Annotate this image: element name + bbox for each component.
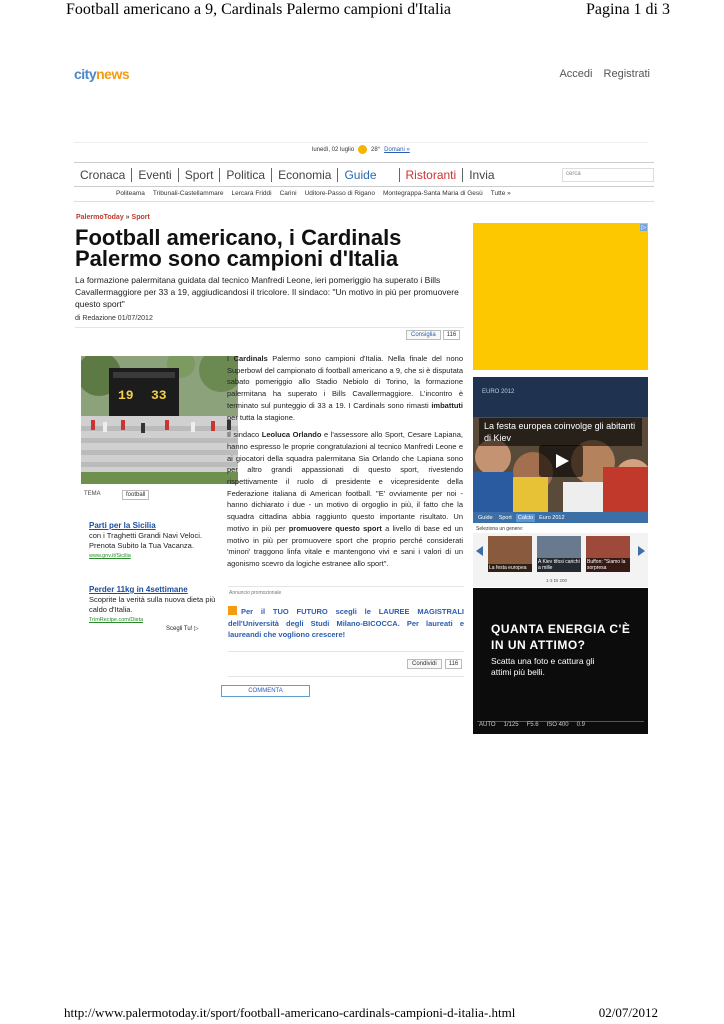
video-title: La festa europea coinvolge gli abitanti di Kiev [479, 418, 642, 446]
video-thumb[interactable]: A Kiev tifosi carichi a mille [537, 536, 581, 572]
subnav-item[interactable]: Tribunali-Castellammare [152, 190, 224, 197]
article-title: Football americano, i Cardinals Palermo sono campioni d'Italia [75, 225, 402, 271]
camera-setting: F5.6 [526, 722, 539, 728]
byline-divider [75, 327, 464, 328]
tab-guide[interactable]: Guide [478, 514, 493, 521]
main-nav [74, 166, 654, 184]
subnav-item[interactable]: Tutte » [490, 190, 511, 197]
sponsored-link[interactable] [228, 606, 464, 641]
breadcrumb [76, 214, 150, 221]
ad-subtext: Scatta una foto e cattura gli attimi più belli. [491, 656, 595, 677]
nav-top-line [74, 162, 654, 163]
prev-arrow-icon[interactable] [476, 546, 483, 556]
subnav-bottom-line [74, 201, 654, 202]
article-body [227, 353, 463, 576]
banner-ad-camera[interactable] [473, 588, 648, 734]
print-header-page: Pagina 1 di 3 [586, 1, 670, 18]
promo-title[interactable]: Parti per la Sicilia [89, 521, 156, 530]
breadcrumb-section[interactable]: Sport [131, 214, 150, 221]
logo-part2: news [96, 66, 130, 82]
genre-select-label: Seleziona un genere: [476, 526, 524, 532]
article-paragraph: I Cardinals Palermo sono campioni d'Italia. Nella finale del nono Superbowl del campionato di football americano a 9, che si è disputata sabato pomeriggio allo Stadio Nebiolo di Torino, la formazione palermitana ha superato i Bills Cavallermaggiore. L'incontro è terminato sul punteggio di 33 a 19. I Cardinals sono rimasti imbattuti per tutta la stagione. [227, 354, 463, 422]
subnav-item[interactable]: Carini [279, 190, 297, 197]
sun-icon [358, 145, 367, 154]
video-tabs [473, 512, 648, 523]
video-label: EURO 2012 [482, 389, 515, 395]
nav-item-eventi[interactable]: Eventi [132, 168, 178, 182]
register-link[interactable]: Registrati [603, 68, 650, 80]
promo-url[interactable]: TrimRecipe.com/Dieta [89, 617, 144, 623]
weather-bar [312, 145, 410, 154]
recommend-widget [406, 330, 460, 340]
camera-setting: 0.9 [576, 722, 585, 728]
scoreboard-home-score: 19 [118, 388, 134, 403]
tab-sport[interactable]: Sport [498, 514, 512, 521]
breadcrumb-site[interactable]: PalermoToday [76, 214, 124, 221]
choose-ads-link[interactable] [166, 625, 199, 632]
stadium-scoreboard-image [81, 356, 238, 484]
header-links [551, 68, 650, 80]
video-thumb[interactable]: La festa europea [488, 536, 532, 572]
logo-part1: city [74, 66, 97, 82]
nav-item-economia[interactable]: Economia [272, 168, 338, 182]
weather-date: lunedì, 02 luglio [312, 146, 355, 153]
ad-headline: QUANTA ENERGIA C'È IN UN ATTIMO? [491, 622, 631, 652]
nav-item-guide[interactable]: Guide [338, 168, 399, 182]
share-widget [407, 659, 462, 669]
nav-item-cronaca[interactable]: Cronaca [74, 168, 132, 182]
weather-tomorrow-link[interactable]: Domani » [384, 146, 410, 153]
subnav-item[interactable]: Montegrappa-Santa Maria di Gesù [383, 190, 483, 197]
camera-settings-bar [477, 721, 644, 730]
article-lead: La formazione palermitana guidata dal tecnico Manfredi Leone, ieri pomeriggio ha superato i Bills Cavallermaggiore per 33 a 19, aggiudicandosi il tricolore. Il sindaco: "Un motivo in più per promuovere questo sport" [75, 275, 459, 309]
choose-label: Scegli Tu! [166, 626, 193, 632]
share-divider [228, 651, 464, 652]
recommend-count: 116 [443, 330, 461, 340]
camera-setting: AUTO [479, 722, 496, 728]
adchoices-marker[interactable]: ▷ [641, 225, 646, 231]
promo-text: Scoprite la verità sulla nuova dieta più caldo d'Italia. [89, 595, 216, 614]
nav-item-ristoranti[interactable]: Ristoranti [400, 168, 464, 182]
weather-temp: 28° [371, 146, 381, 153]
print-header-title: Football americano a 9, Cardinals Palermo campioni d'Italia [66, 1, 451, 18]
subnav-item[interactable]: Lercara Friddi [231, 190, 272, 197]
search-input[interactable]: cerca [562, 168, 654, 182]
video-pagination: 1-3 DI 200 [546, 578, 568, 583]
promo-url[interactable]: www.gnv.it/Sicilia [89, 553, 131, 559]
article-byline: di Redazione 01/07/2012 [75, 315, 153, 322]
adchoices-icon: ▷ [194, 626, 199, 632]
play-button[interactable] [539, 445, 583, 477]
print-footer-url: http://www.palermotoday.it/sport/football-americano-cardinals-campioni-d-italia-.html [64, 1005, 516, 1020]
share-bottom-divider [228, 676, 464, 677]
nav-item-politica[interactable]: Politica [220, 168, 272, 182]
tab-euro-2012[interactable]: Euro 2012 [539, 514, 565, 521]
banner-ad-yellow[interactable] [473, 223, 648, 370]
camera-setting: ISO 400 [546, 722, 569, 728]
comment-button[interactable]: COMMENTA [221, 685, 310, 697]
scoreboard-away-score: 33 [151, 388, 167, 403]
login-link[interactable]: Accedi [559, 68, 593, 80]
promo-title[interactable]: Perder 11kg in 4settimane [89, 585, 188, 594]
sponsored-link-text: Per il TUO FUTURO scegli le LAUREE MAGISTRALI dell'Università degli Studi Milano-BICOCCA. Per laureati e laureandi che vogliono crescere! [228, 607, 464, 639]
promo-ad [89, 521, 219, 561]
body-divider [228, 586, 464, 587]
nav-item-sport[interactable]: Sport [179, 168, 221, 182]
rss-icon [228, 606, 237, 615]
breadcrumb-separator: » [125, 214, 130, 221]
recommend-button[interactable]: Consiglia [406, 330, 441, 340]
sub-nav [116, 190, 511, 197]
share-count: 116 [445, 659, 463, 669]
article-photo [81, 356, 238, 484]
header-divider [74, 142, 648, 143]
article-paragraph: Il sindaco Leoluca Orlando e l'assessore allo Sport, Cesare Lapiana, hanno espresso le proprie congratulazioni al tecnico Manfredi Leone e ai giocatori della squadra palermitana Sia Orlando che Lapiana sono per altro grandi appassionati di questo sport, rivestendo rispettivamente il ruolo di presidente e vicepresidente della Federazione italiana di American football. "E' ovviamente per noi - hanno dichiarato i due - un motivo di orgoglio in più, il fatto che la squadra cittadina abbia raggiunto questo importante risultato. Un motivo in più per promuovere questo sport a livello di base ed un motivo in più per promuovere sport che proprio perché considerati 'minori' traggono linfa vitale e mantengono vivi e sani i valori di un agonismo scevro da logiche estranee allo sport". [227, 430, 463, 568]
print-footer-date: 02/07/2012 [598, 1005, 658, 1020]
nav-item-invia[interactable]: Invia [469, 168, 495, 182]
next-arrow-icon[interactable] [638, 546, 645, 556]
video-thumb[interactable]: Buffon: "Siamo la sorpresa [586, 536, 630, 572]
tema-label: TEMA [84, 491, 101, 497]
promo-ad [89, 585, 219, 625]
camera-setting: 1/125 [503, 722, 519, 728]
tema-tag[interactable]: football [122, 490, 149, 500]
nav-bottom-line [74, 186, 654, 187]
subnav-item[interactable]: Politeama [116, 190, 145, 197]
subnav-item[interactable]: Uditore-Passo di Rigano [304, 190, 376, 197]
tab-calcio[interactable]: Calcio [517, 514, 534, 521]
ad-label: Annuncio promozionale [229, 590, 282, 596]
promo-text: con i Traghetti Grandi Navi Veloci. Prenota Subito la Tua Vacanza. [89, 531, 202, 550]
site-logo[interactable] [74, 66, 129, 82]
share-button[interactable]: Condividi [407, 659, 442, 669]
